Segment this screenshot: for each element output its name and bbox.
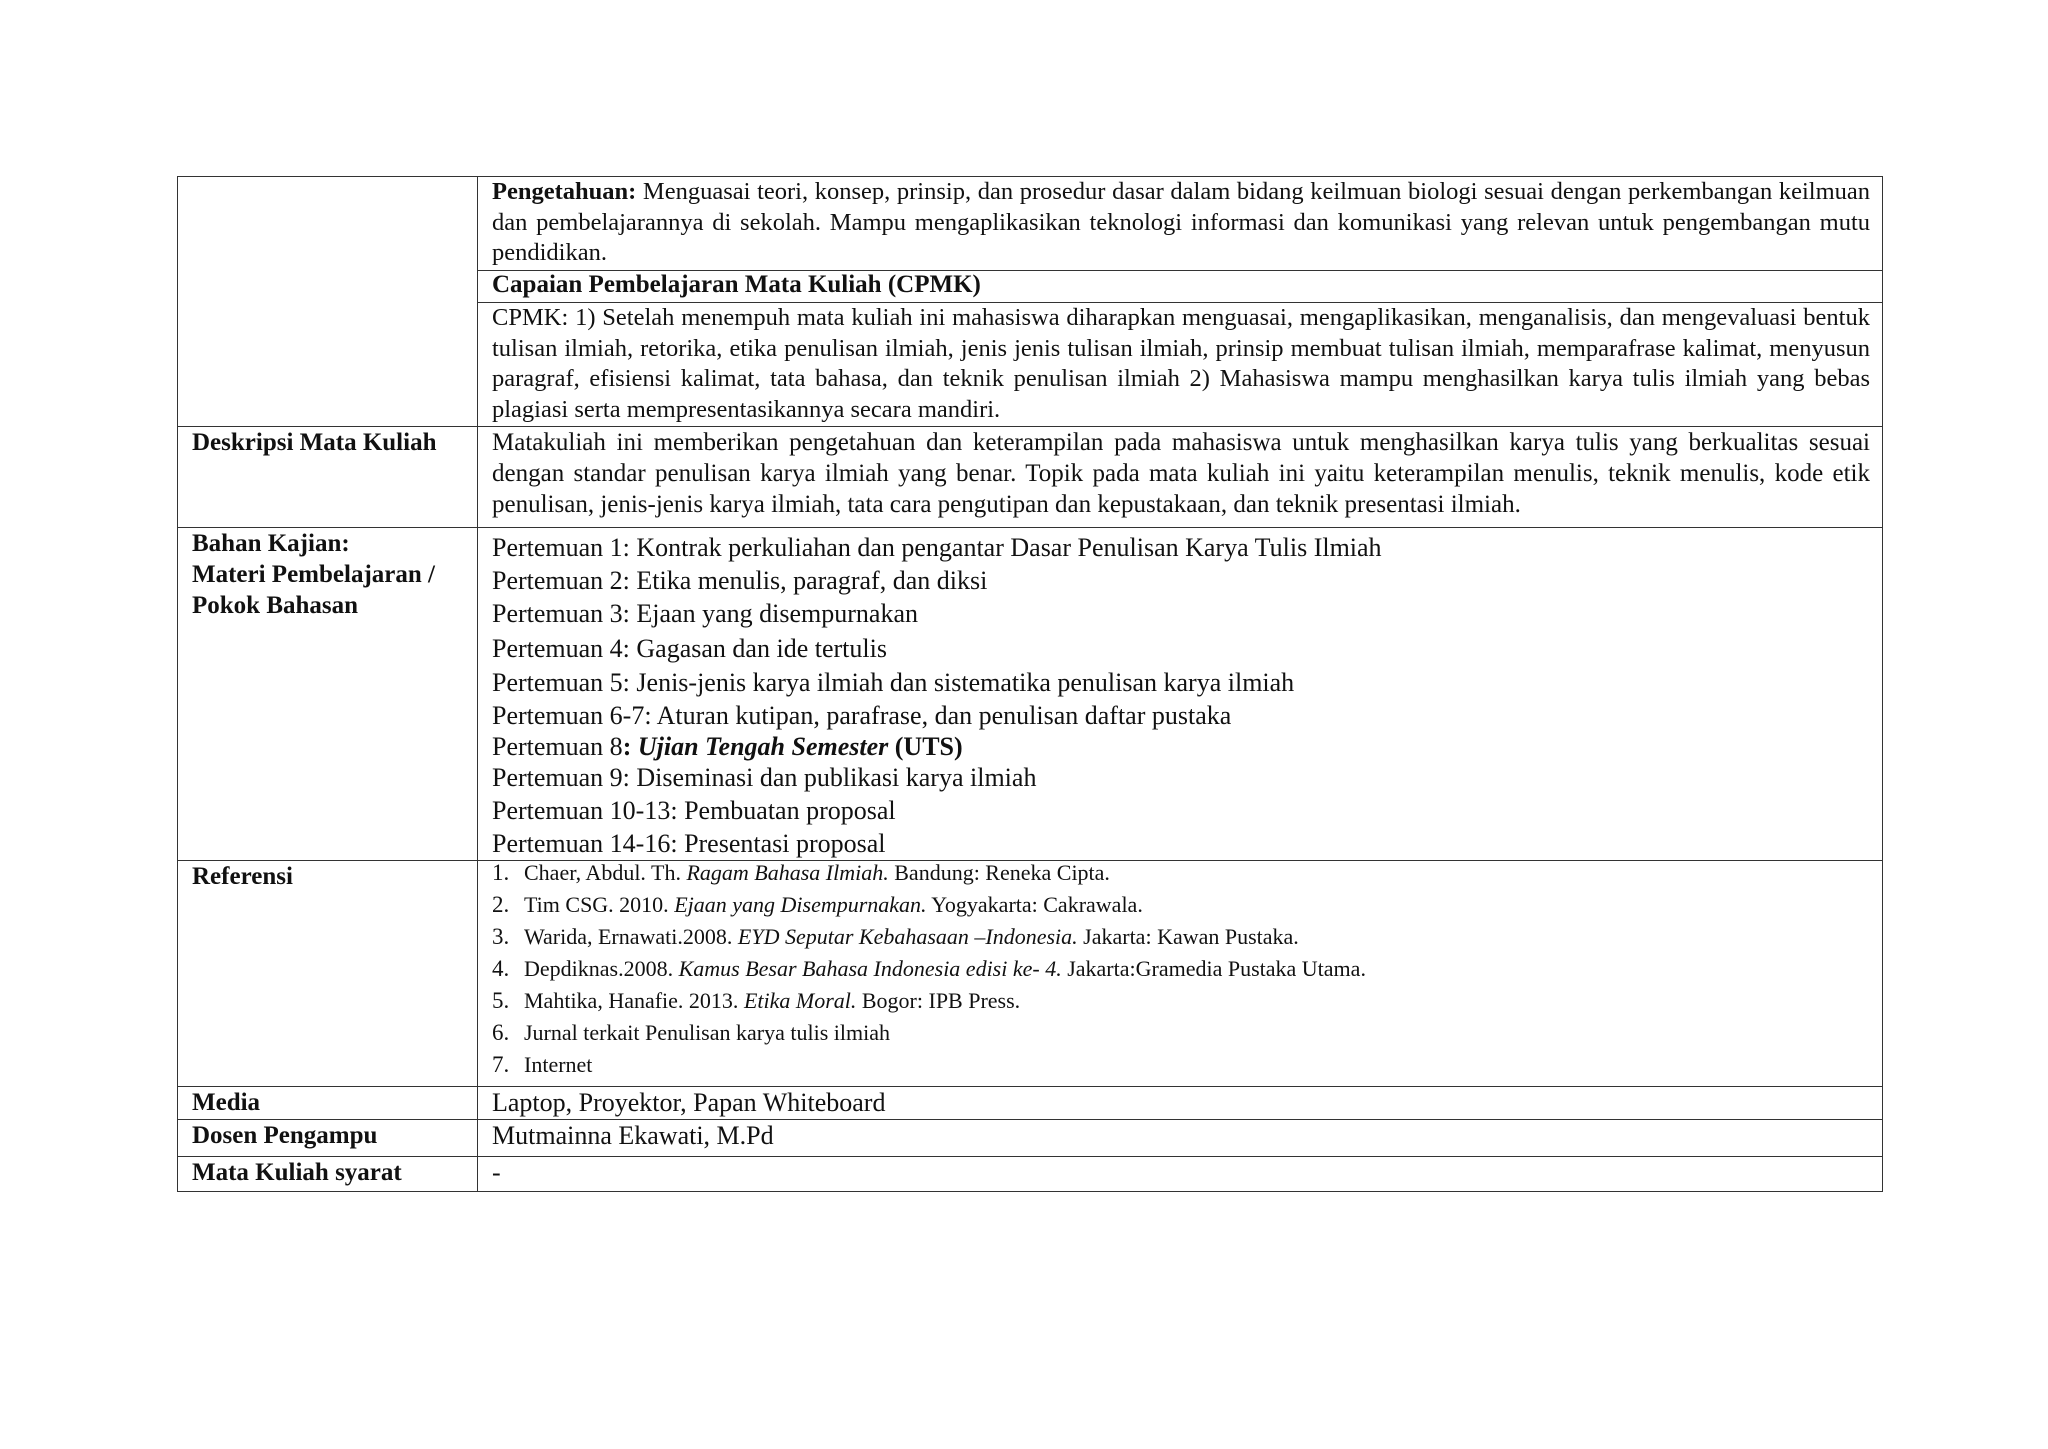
- reference-item: [492, 1021, 1870, 1045]
- reference-title: Etika Moral.: [743, 988, 857, 1013]
- reference-author: Warida, Ernawati.2008.: [524, 924, 738, 949]
- bahan-kajian-label: [178, 528, 478, 861]
- empty-label-cell: [178, 177, 478, 427]
- reference-number: 4.: [492, 956, 510, 981]
- reference-item: [492, 925, 1870, 949]
- dosen-row: [178, 1120, 1883, 1157]
- meeting-item-uts: [492, 731, 1870, 762]
- reference-author: Depdiknas.2008.: [524, 956, 679, 981]
- reference-publisher: Jakarta: Kawan Pustaka.: [1077, 924, 1299, 949]
- reference-author: Tim CSG. 2010.: [524, 892, 675, 917]
- dosen-value: Mutmainna Ekawati, M.Pd: [478, 1120, 1883, 1157]
- media-label: Media: [178, 1087, 478, 1120]
- reference-number: 3.: [492, 924, 510, 949]
- reference-publisher: Bogor: IPB Press.: [856, 988, 1021, 1013]
- referensi-row: [178, 861, 1883, 1087]
- media-value: Laptop, Proyektor, Papan Whiteboard: [478, 1087, 1883, 1120]
- syarat-row: [178, 1157, 1883, 1192]
- meetings-list: [478, 528, 1883, 861]
- reference-publisher: Jakarta:Gramedia Pustaka Utama.: [1061, 956, 1366, 981]
- reference-text: Jurnal terkait Penulisan karya tulis ilmiah: [524, 1020, 890, 1045]
- course-info-table: [177, 176, 1883, 1192]
- dosen-label: Dosen Pengampu: [178, 1120, 478, 1157]
- reference-title: Ragam Bahasa Ilmiah.: [686, 860, 889, 885]
- cpmk-heading: Capaian Pembelajaran Mata Kuliah (CPMK): [478, 271, 1883, 303]
- bahan-kajian-label-line: Materi Pembelajaran /: [192, 561, 435, 588]
- pengetahuan-label: Pengetahuan:: [492, 178, 637, 205]
- meeting-item: Pertemuan 1: Kontrak perkuliahan dan pengantar Dasar Penulisan Karya Tulis Ilmiah: [492, 533, 1382, 562]
- reference-title: Kamus Besar Bahasa Indonesia edisi ke- 4.: [678, 956, 1062, 981]
- meeting-item: Pertemuan 4: Gagasan dan ide tertulis: [492, 634, 887, 663]
- reference-number: 5.: [492, 988, 510, 1013]
- reference-item: [492, 861, 1870, 885]
- reference-author: Mahtika, Hanafie. 2013.: [524, 988, 744, 1013]
- pengetahuan-text: Menguasai teori, konsep, prinsip, dan prosedur dasar dalam bidang keilmuan biologi sesuai dengan perkembangan keilmuan dan pembelajarannya di sekolah. Mampu mengaplikasikan teknologi informasi dan komunikasi yang relevan untuk pengembangan mutu pendidikan.: [492, 178, 1870, 266]
- reference-number: 6.: [492, 1020, 510, 1045]
- meeting-item: Pertemuan 14-16: Presentasi proposal: [492, 829, 886, 858]
- reference-list: [492, 861, 1870, 1077]
- reference-title: EYD Seputar Kebahasaan –Indonesia.: [737, 924, 1078, 949]
- cpmk-text: CPMK: 1) Setelah menempuh mata kuliah ini mahasiswa diharapkan menguasai, mengaplikasikan, menganalisis, dan mengevaluasi bentuk tulisan ilmiah, retorika, etika penulisan ilmiah, jenis jenis tulisan ilmiah, prinsip membuat tulisan ilmiah, memparafrase kalimat, menyusun paragraf, efisiensi kalimat, tata bahasa, dan teknik penulisan ilmiah 2) Mahasiswa mampu menghasilkan karya tulis ilmiah yang bebas plagiasi serta mempresentasikannya secara mandiri.: [478, 303, 1883, 427]
- uts-suffix: (UTS): [888, 732, 963, 761]
- meeting-item: Pertemuan 6-7: Aturan kutipan, parafrase, dan penulisan daftar pustaka: [492, 701, 1232, 730]
- reference-cell: [478, 861, 1883, 1087]
- deskripsi-label: Deskripsi Mata Kuliah: [178, 427, 478, 528]
- reference-number: 1.: [492, 860, 510, 885]
- media-row: [178, 1087, 1883, 1120]
- reference-number: 2.: [492, 892, 510, 917]
- bahan-kajian-label-line: Pokok Bahasan: [192, 592, 359, 619]
- deskripsi-text: Matakuliah ini memberikan pengetahuan dan keterampilan pada mahasiswa untuk menghasilkan karya tulis yang berkualitas sesuai dengan standar penulisan karya ilmiah yang benar. Topik pada mata kuliah ini yaitu keterampilan menulis, teknik menulis, kode etik penulisan, jenis-jenis karya ilmiah, tata cara pengutipan dan kepustakaan, dan teknik presentasi ilmiah.: [478, 427, 1883, 528]
- syarat-label: Mata Kuliah syarat: [178, 1157, 478, 1192]
- syarat-value: -: [478, 1157, 1883, 1192]
- meeting-item: Pertemuan 9: Diseminasi dan publikasi karya ilmiah: [492, 763, 1037, 792]
- meeting-item: Pertemuan 3: Ejaan yang disempurnakan: [492, 599, 918, 628]
- reference-item: [492, 989, 1870, 1013]
- reference-item: [492, 1053, 1870, 1077]
- reference-number: 7.: [492, 1052, 510, 1077]
- uts-emphasis: Ujian Tengah Semester: [637, 732, 889, 761]
- bahan-kajian-label-line: Bahan Kajian:: [192, 530, 350, 557]
- meeting-item: Pertemuan 2: Etika menulis, paragraf, dan diksi: [492, 566, 988, 595]
- uts-prefix: Pertemuan 8: [492, 732, 623, 761]
- uts-colon: :: [622, 732, 638, 761]
- reference-publisher: Bandung: Reneka Cipta.: [888, 860, 1110, 885]
- bahan-kajian-row: [178, 528, 1883, 861]
- reference-item: [492, 893, 1870, 917]
- reference-publisher: Yogyakarta: Cakrawala.: [926, 892, 1143, 917]
- pengetahuan-cell: [478, 177, 1883, 271]
- deskripsi-row: [178, 427, 1883, 528]
- reference-text: Internet: [524, 1052, 593, 1077]
- pengetahuan-row: [178, 177, 1883, 271]
- reference-author: Chaer, Abdul. Th.: [524, 860, 687, 885]
- reference-item: [492, 957, 1870, 981]
- reference-title: Ejaan yang Disempurnakan.: [674, 892, 927, 917]
- meeting-item: Pertemuan 5: Jenis-jenis karya ilmiah dan sistematika penulisan karya ilmiah: [492, 668, 1295, 697]
- meeting-item: Pertemuan 10-13: Pembuatan proposal: [492, 796, 896, 825]
- referensi-label: Referensi: [178, 861, 478, 1087]
